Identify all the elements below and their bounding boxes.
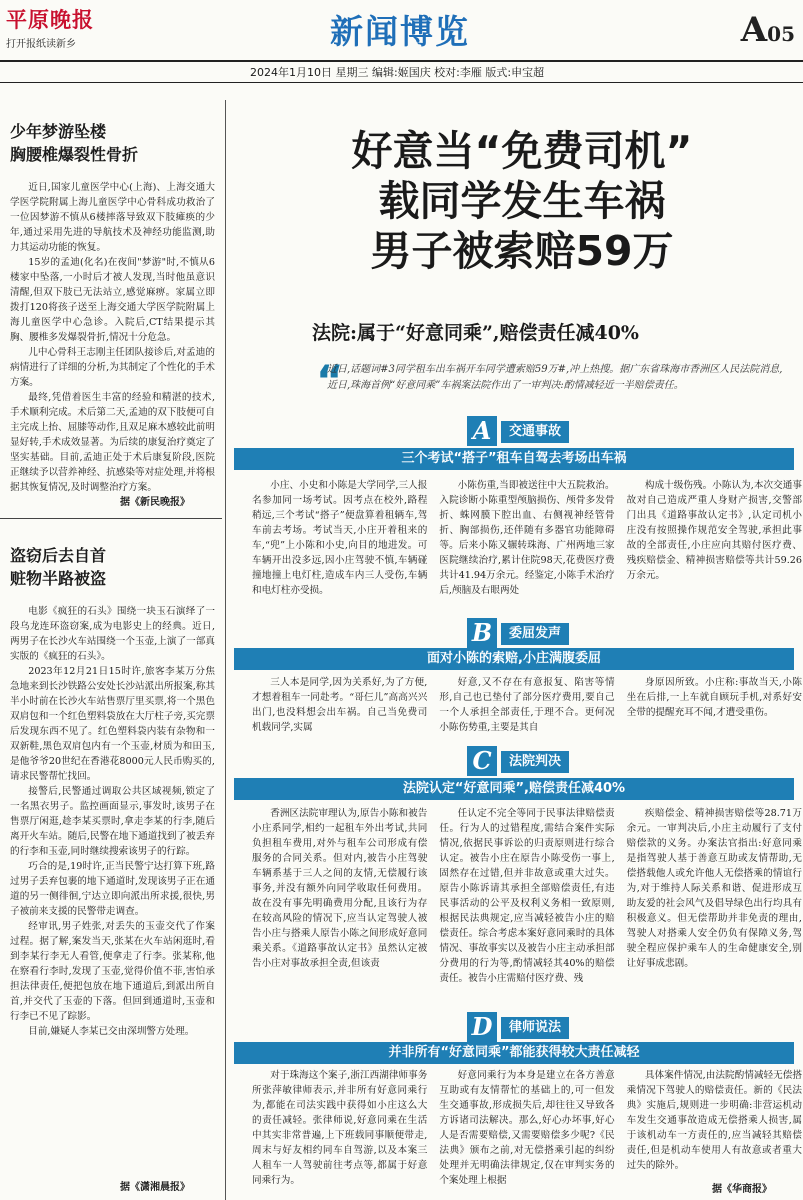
section-body: [252, 806, 802, 986]
text-column: [252, 1068, 427, 1188]
story-paragraph: 15岁的孟迪(化名)在夜间"梦游"时,不慎从6楼家中坠落,一小时后才被人发现,当时他虽意识清醒,但双下肢已无法站立,感觉麻痹。家属立即拨打120将孩子送至上海交通大学医学院附属上海儿童医学中心急诊。入院后,CT结果提示其胸、腰椎多发爆裂骨折,情况十分危急。: [10, 257, 215, 343]
section-title: 新闻博览: [330, 12, 470, 51]
text-column: [252, 478, 427, 598]
quote-mark-icon: “: [316, 356, 344, 405]
story-source: 据《潇湘晨报》: [120, 1182, 190, 1193]
page-digits: 05: [767, 22, 795, 46]
story-paragraph: 电影《疯狂的石头》围绕一块玉石演绎了一段乌龙连环盗窃案,成为电影史上的经典。近日,两男子在长沙火车站围绕一个玉壶,上演了一部真实版的《疯狂的石头》。: [10, 606, 215, 662]
story-title: [10, 544, 215, 590]
newspaper-logo: [6, 4, 116, 48]
badge-label: 律师说法: [501, 1017, 569, 1039]
page-number: [741, 10, 795, 50]
badge-letter: D: [467, 1012, 497, 1042]
story-title: [10, 120, 215, 166]
paragraph: 小陈伤重,当即被送往中大五院救治。入院诊断小陈重型颅脑损伤、颅骨多发骨折、蛛网膜下腔出血、右侧视神经管骨折、胸部损伤,还伴随有多器官功能障碍等。后来小陈又辗转珠海、广州两地三家医院继续治疗,累计住院98天,花费医疗费共计41.94万余元。经鉴定,小陈手术治疗后,颅脑及右眼两处: [439, 480, 615, 596]
text-column: [252, 806, 427, 986]
story-jade-theft: [10, 544, 215, 1039]
logo-text: 平原晚报: [6, 7, 94, 32]
text-column: [439, 1068, 614, 1188]
story-paragraph: 巧合的是,19时许,正当民警宁达打算下班,路过男子丢弃包裹的地下通道时,发现该男子正在通道的另一侧徘徊,宁达立即向派出所求援,很快,男子被前来支援的民警带走调查。: [10, 861, 215, 917]
story-paragraph: 近日,国家儿童医学中心(上海)、上海交通大学医学院附属上海儿童医学中心骨科成功救治了一位因梦游不慎从6楼摔落导致双下肢瘫痪的少年,通过采用先进的导航技术及神经功能监测,助力其运动功能的恢复。: [10, 182, 215, 253]
section-body: [252, 478, 802, 598]
story-title-line1: 盗窃后去自首: [10, 546, 107, 565]
section-bar: 三个考试“搭子”租车自驾去考场出车祸: [234, 448, 794, 470]
paragraph: 香洲区法院审理认为,原告小陈和被告小庄系同学,相约一起租车外出考试,共同负担租车费用,对外与租车公司形成有偿服务的合同关系。但对内,被告小庄驾驶车辆系基于三人之间的友情,无偿履行该事务,并没有额外向同学收取任何费用。故在没有事先明确费用分配,且该行为存在较高风险的情况下,应当认定驾驶人被告小庄与搭乘人原告小陈之间形成好意同乘关系。《道路事故认定书》虽然认定被告小庄对事故承担全责,但该责: [252, 808, 428, 969]
section-bar: 法院认定“好意同乘”,赔偿责任减40%: [234, 778, 794, 800]
story-paragraph: 经审讯,男子姓张,对丢失的玉壶交代了作案过程。据了解,案发当天,张某在火车站闲逛时,看到李某行李无人看管,便拿走了行李。张某称,他在察看行李时,发现了玉壶,觉得价值不菲,害怕承担法律责任,便把包放在地下通道后,到派出所自首,并交代了玉壶的下落。但回到通道时,玉壶和行李已不见了踪影。: [10, 921, 215, 1022]
text-column: [439, 806, 614, 986]
headline-line3: 男子被索赔59万: [370, 227, 674, 275]
badge-label: 法院判决: [501, 751, 569, 773]
section-body: [252, 1068, 802, 1188]
story-paragraph: 目前,嫌疑人李某已交由深圳警方处理。: [28, 1026, 195, 1037]
story-title-line2: 胸腰椎爆裂性骨折: [10, 145, 139, 164]
subheadline: 法院:属于“好意同乘”,赔偿责任减40%: [312, 322, 639, 344]
text-column: [627, 478, 802, 598]
headline-line2: 载同学发生车祸: [378, 177, 666, 225]
section-bar: 面对小陈的索赔,小庄满腹委屈: [234, 648, 794, 670]
left-column: [0, 108, 222, 1200]
story-paragraph: 最终,凭借着医生丰富的经验和精湛的技术,手术顺利完成。术后第二天,孟迪的双下肢便可自主完成上抬、屈膝等动作,且双足麻木感较此前明显好转,手术成效显著。为后续的康复治疗奠定了坚实基础。目前,孟迪正处于术后康复阶段,医院正继续予以营养神经、抗感染等对症处理,并将根据其恢复情况,及时调整治疗方案。: [10, 392, 215, 493]
paragraph: 任认定不完全等同于民事法律赔偿责任。行为人的过错程度,需结合案件实际情况,依据民事诉讼的归责原则进行综合认定。被告小庄在原告小陈受伤一事上,固然存在过错,但并非故意或重大过失。原告小陈诉请其承担全部赔偿责任,有违民事活动的公平及权利义务相一致原则,根据民法典规定,应当减轻被告小庄的赔偿责任。综合考虑本案好意同乘时的具体情况、事故事实以及被告小庄主动承担部分费用的行为等,酌情减轻其40%的赔偿责任。被告小庄需赔付医疗费、残: [439, 808, 615, 984]
headline: [292, 126, 752, 276]
story-title-line2: 赃物半路被盗: [10, 569, 107, 588]
page-letter: A: [740, 10, 768, 50]
section-body: [252, 675, 802, 735]
dateline: 2024年1月10日 星期三 编辑:姬国庆 校对:李雁 版式:申宝超: [250, 66, 545, 79]
paragraph: 具体案件情况,由法院酌情减轻无偿搭乘情况下驾驶人的赔偿责任。新的《民法典》实施后,规则进一步明确:非营运机动车发生交通事故造成无偿搭乘人损害,属于该机动车一方责任的,应当减轻其赔偿责任,但是机动车使用人有故意或者重大过失的除外。: [626, 1070, 802, 1171]
paragraph: 疾赔偿金、精神损害赔偿等28.71万余元。一审判决后,小庄主动履行了支付赔偿款的义务。办案法官指出:好意同乘是指驾驶人基于善意互助或友情帮助,无偿搭载他人或允许他人无偿搭乘的情谊行为,对于维持人际关系和谐、促进形成互助友爱的社会风气及倡导绿色出行均具有积极意义。但无偿帮助并非免责的理由,驾驶人对搭乘人安全仍负有保障义务,驾驶全程应保护乘车人的生命健康安全,别让好事成悲剧。: [626, 808, 802, 969]
story-source: 据《华商报》: [712, 1184, 772, 1195]
story-sleepwalk: [10, 120, 215, 495]
badge-label: 委屈发声: [501, 623, 569, 645]
headline-line1: 好意当“免费司机”: [351, 127, 693, 175]
paragraph: 好意同乘行为本身是建立在各方善意互助或有友情帮忙的基础上的,可一但发生交通事故,形成损失后,却往往又导致各方诉诸司法解决。那么,好心办坏事,好心人是否需要赔偿,又需要赔偿多少呢?《民法典》颁布之前,对无偿搭乘引起的纠纷处理并无明确法律规定,仅在审判实务的个案处理上根据: [439, 1070, 615, 1186]
text-column: [439, 675, 614, 735]
top-rule: [0, 60, 803, 62]
paragraph: 小庄、小史和小陈是大学同学,三人报名参加同一场考试。因考点在校外,路程稍远,三个考试“搭子”便盘算着租辆车,驾车前去考场。考试当天,小庄开着租来的车,“兜”上小陈和小史,向目的地进发。可车辆开出没多远,因小庄驾驶不慎,车辆碰撞地撞上电灯柱,造成车内三人受伤,车辆和电灯柱亦受损。: [252, 480, 428, 596]
logo-slogan: 打开报纸读新乡: [6, 39, 76, 50]
badge-letter: B: [467, 618, 497, 648]
paragraph: 身原因所致。小庄称:事故当天,小陈坐在后排,一上车就自顾玩手机,对系好安全带的提醒充耳不闻,才遭受重伤。: [626, 677, 802, 718]
badge-label: 交通事故: [501, 421, 569, 443]
badge-letter: A: [467, 416, 497, 446]
paragraph: 好意,又不存在有意报复、陷害等情形,自己也已垫付了部分医疗费用,要自己一个人承担全部责任,于理不合。更何况小陈伤势重,主要是其自: [439, 677, 615, 733]
text-column: [627, 806, 802, 986]
lead-paragraph: 近日,话题词#3同学租车出车祸开车同学遭索赔59万#,冲上热搜。据广东省珠海市香洲区人民法院消息,近日,珠海首例“好意同乘”车祸案法院作出了一审判决:酌情减轻近一半赔偿责任。: [327, 364, 783, 391]
text-column: [252, 675, 427, 735]
story-paragraph: 2023年12月21日15时许,旅客李某万分焦急地来到长沙铁路公安处长沙站派出所报案,称其半小时前在长沙火车站售票厅里买票,将一个黑色双肩包和一个红色塑料袋放在大厅柱子旁,买完票后发现东西不见了。红色塑料袋内装有杂物和一双新鞋,黑色双肩包内有一个玉壶,材质为和田玉,是他爷爷20世纪在香港花8000元人民币购买的,请求民警帮忙找回。: [10, 666, 215, 782]
text-column: [439, 478, 614, 598]
story-title-line1: 少年梦游坠楼: [10, 122, 107, 141]
paragraph: 对于珠海这个案子,浙江西湖律师事务所张萍敏律师表示,并非所有好意同乘行为,都能在司法实践中获得如小庄这么大的责任减轻。张律师说,好意同乘在生活中其实非常普遍,上下班载同事顺便带走,周末与好友相约同车自驾游,以及本案三人租车一人驾驶前往考点等,都属于好意同乘行为。: [252, 1070, 428, 1186]
story-source: 据《新民晚报》: [120, 497, 190, 508]
section-bar: 并非所有“好意同乘”都能获得较大责任减轻: [234, 1042, 794, 1064]
text-column: [627, 1068, 802, 1188]
column-separator: [225, 100, 226, 1200]
paragraph: 三人本是同学,因为关系好,为了方便,才想着租车一同赴考。“哥仨儿”高高兴兴出门,也没料想会出车祸。自己当免费司机载同学,实属: [252, 677, 428, 733]
paragraph: 构成十级伤残。小陈认为,本次交通事故对自己造成严重人身财产损害,交警部门出具《道路事故认定书》,认定司机小庄没有按照操作规范安全驾驶,承担此事故的全部责任,小庄应向其赔付医疗费、残疾赔偿金、精神损害赔偿等共计59.26万余元。: [626, 480, 802, 581]
dateline-rule: [0, 82, 803, 83]
masthead: [0, 0, 803, 64]
text-column: [627, 675, 802, 735]
story-divider: [0, 518, 222, 519]
badge-letter: C: [467, 746, 497, 776]
story-paragraph: 儿中心骨科王志刚主任团队接诊后,对孟迪的病情进行了详细的分析,为其制定了个性化的手术方案。: [10, 347, 215, 388]
story-paragraph: 接警后,民警通过调取公共区域视频,锁定了一名黑衣男子。监控画面显示,事发时,该男子在售票厅闲逛,趁李某买票时,拿走李某的行李,随后离开火车站。随后,民警在地下通道找到了被丢弃的行李和玉壶,同时继续搜索该男子的行踪。: [10, 786, 215, 857]
